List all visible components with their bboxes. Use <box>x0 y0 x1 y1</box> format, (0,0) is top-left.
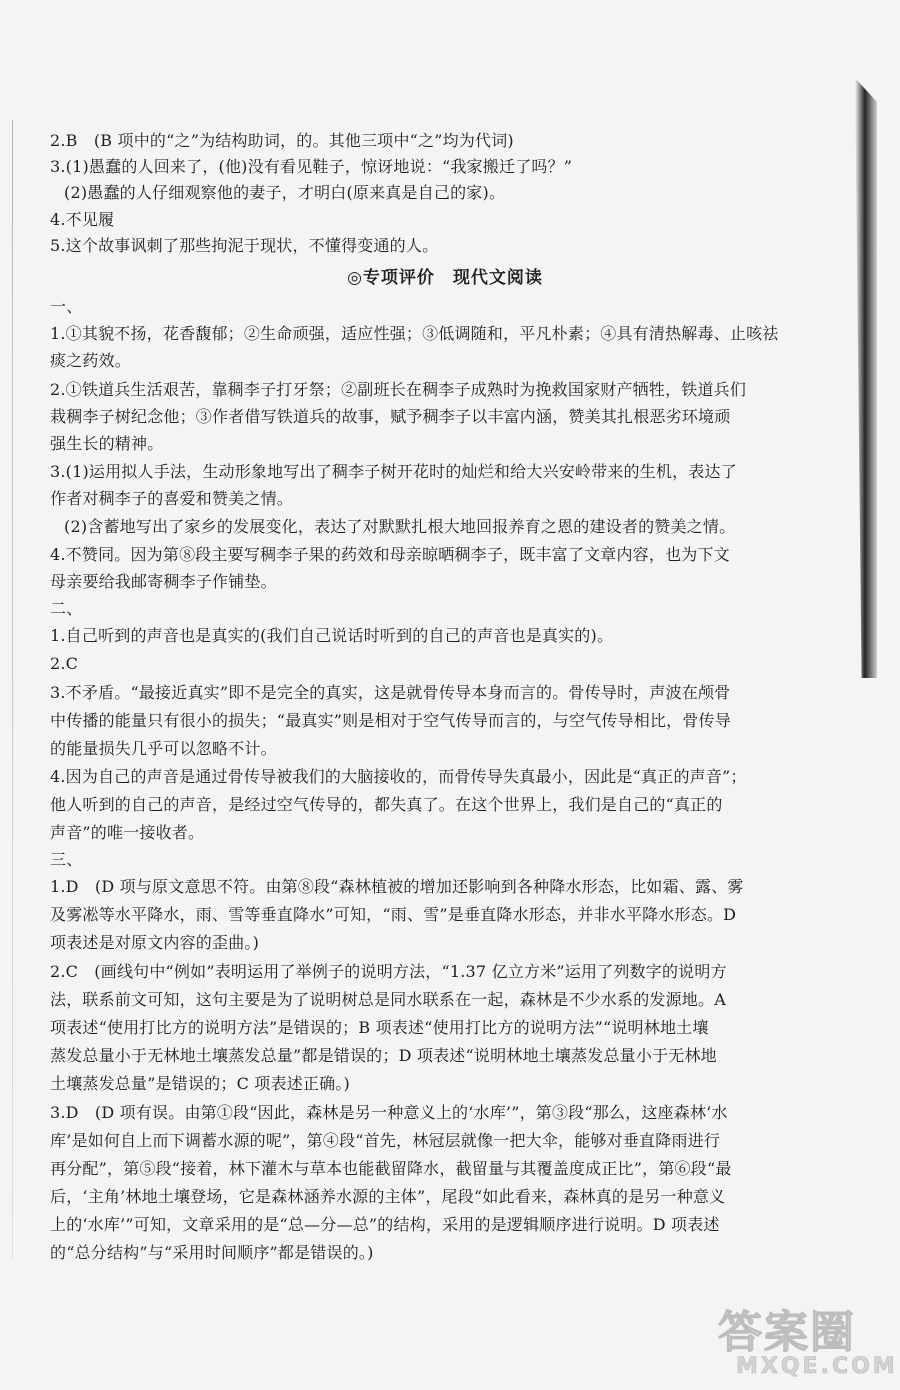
binding-shadow <box>855 78 877 678</box>
section-number: 三、 <box>50 850 83 869</box>
answer-line: 3.D (D 项有误。由第①段“因此，森林是另一种意义上的‘水库’”，第③段“那么，这座森林‘水 <box>50 1103 728 1122</box>
answer-line: 项表述是对原文内容的歪曲。) <box>50 933 260 952</box>
answer-line: 及雾凇等水平降水，雨、雪等垂直降水”可知，“雨、雪”是垂直降水形态，并非水平降水形态。D <box>50 905 737 924</box>
answer-line: 库’是如何自上而下调蓄水源的呢”，第④段“首先，林冠层就像一把大伞，能够对垂直降雨进行 <box>50 1131 721 1150</box>
answer-line: 痰之药效。 <box>50 351 132 370</box>
watermark-logo <box>718 1296 898 1386</box>
answer-line: 3.(1)运用拟人手法，生动形象地写出了稠李子树开花时的灿烂和给大兴安岭带来的生机，表达了 <box>50 462 737 481</box>
watermark-main-text: 答案圈 <box>718 1307 856 1358</box>
answer-line: 栽稠李子树纪念他；③作者借写铁道兵的故事，赋予稠李子以丰富内涵，赞美其扎根恶劣环境顽 <box>50 407 731 426</box>
answer-line: 3.不矛盾。“最接近真实”即不是完全的真实，这是就骨传导本身而言的。骨传导时，声波在颅骨 <box>50 683 731 702</box>
answer-line: 法，联系前文可知，这句主要是为了说明树总是同水联系在一起，森林是不少水系的发源地。A <box>50 990 726 1009</box>
answer-line: 2.B (B 项中的“之”为结构助词，的。其他三项中“之”均为代词) <box>50 131 514 150</box>
answer-line: 的“总分结构”与“采用时间顺序”都是错误的。) <box>50 1243 374 1262</box>
answer-line: 2.C <box>50 654 79 673</box>
answer-line: 再分配”，第⑤段“接着，林下灌木与草本也能截留降水，截留量与其覆盖度成正比”，第⑥段“最 <box>50 1159 732 1178</box>
answer-line: 声音”的唯一接收者。 <box>50 823 205 842</box>
answer-line: 蒸发总量小于无林地土壤蒸发总量”都是错误的；D 项表述“说明林地土壤蒸发总量小于无林地 <box>50 1046 717 1065</box>
answer-line: 1.自己听到的声音也是真实的(我们自己说话时听到的自己的声音也是真实的)。 <box>50 626 614 645</box>
answer-line: 他人听到的自己的声音，是经过空气传导的，都失真了。在这个世界上，我们是自己的“真正的 <box>50 795 723 814</box>
answer-line: 中传播的能量只有很小的损失；“最真实”则是相对于空气传导而言的，与空气传导相比，骨传导 <box>50 711 731 730</box>
answer-line: 3.(1)愚蠢的人回来了，(他)没有看见鞋子，惊讶地说：“我家搬迁了吗？” <box>50 157 573 176</box>
watermark-url-text: MXQE.COM <box>736 1354 898 1379</box>
section-number: 一、 <box>50 297 83 316</box>
section-heading: ◎专项评价 现代文阅读 <box>347 268 543 288</box>
section-number: 二、 <box>50 599 83 618</box>
answer-line: 1.①其貌不扬，花香馥郁；②生命顽强，适应性强；③低调随和，平凡朴素；④具有清热解毒、止咳祛 <box>50 324 779 343</box>
answer-line: 4.不见履 <box>50 210 115 229</box>
answer-line: 土壤蒸发总量”是错误的；C 项表述正确。) <box>50 1074 350 1093</box>
answer-line: (2)愚蠢的人仔细观察他的妻子，才明白(原来真是自己的家)。 <box>64 183 506 202</box>
answer-line: 4.因为自己的声音是通过骨传导被我们的大脑接收的，而骨传导失真最小，因此是“真正的声音”； <box>50 767 747 786</box>
answer-line: 的能量损失几乎可以忽略不计。 <box>50 739 277 758</box>
answer-line: 4.不赞同。因为第⑧段主要写稠李子果的药效和母亲晾晒稠李子，既丰富了文章内容，也为下文 <box>50 545 730 564</box>
answer-line: 后，‘主角’林地土壤登场，它是森林涵养水源的主体”，尾段“如此看来，森林真的是另一种意义 <box>50 1187 726 1206</box>
answer-line: (2)含蓄地写出了家乡的发展变化，表达了对默默扎根大地回报养育之恩的建设者的赞美之情。 <box>64 517 736 536</box>
answer-line: 强生长的精神。 <box>50 434 164 453</box>
answer-line: 母亲要给我邮寄稠李子作铺垫。 <box>50 572 277 591</box>
answer-line: 项表述“使用打比方的说明方法”是错误的；B 项表述“使用打比方的说明方法”“说明林地土壤 <box>50 1018 709 1037</box>
margin-rule <box>12 120 13 1260</box>
answer-line: 作者对稠李子的喜爱和赞美之情。 <box>50 489 294 508</box>
answer-line: 上的‘水库’”可知，文章采用的是“总—分—总”的结构，采用的是逻辑顺序进行说明。D 项表述 <box>50 1215 720 1234</box>
answer-line: 2.C (画线句中“例如”表明运用了举例子的说明方法，“1.37 亿立方米”运用了列数字的说明方 <box>50 962 727 981</box>
answer-line: 2.①铁道兵生活艰苦，靠稠李子打牙祭；②副班长在稠李子成熟时为挽救国家财产牺牲，铁道兵们 <box>50 380 747 399</box>
answer-line: 5.这个故事讽刺了那些拘泥于现状，不懂得变通的人。 <box>50 236 439 255</box>
answer-line: 1.D (D 项与原文意思不符。由第⑧段“森林植被的增加还影响到各种降水形态，比如霜、露、雾 <box>50 877 744 896</box>
